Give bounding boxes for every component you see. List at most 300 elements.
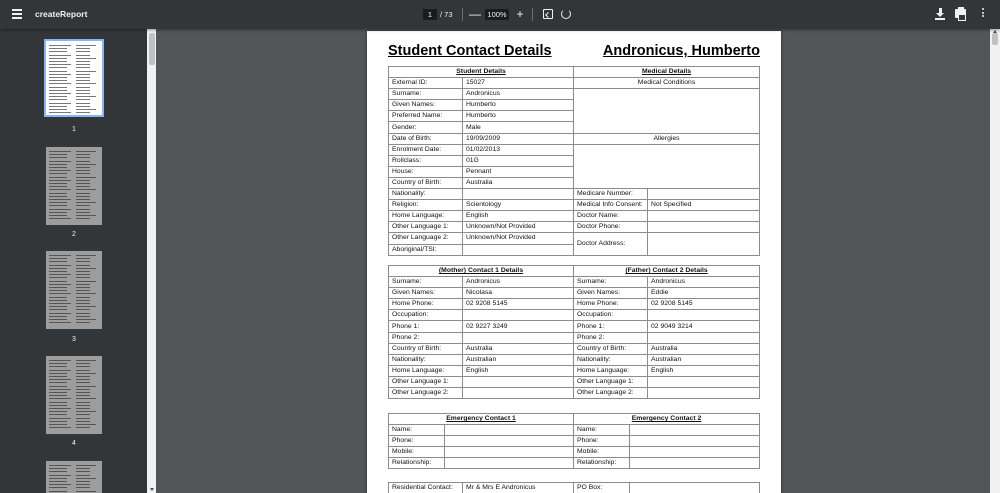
- thumbnail-line: [49, 414, 67, 415]
- thumbnail-line: [49, 112, 71, 113]
- thumbnail-line: [76, 157, 90, 158]
- po-box-value: [630, 483, 760, 493]
- thumbnail-line: [49, 309, 67, 310]
- thumbnail-line: [49, 161, 71, 162]
- thumbnail-line: [76, 112, 90, 113]
- thumbnail-line: [76, 405, 90, 406]
- field-value: Humberto: [463, 111, 574, 122]
- thumbnail-line: [76, 67, 90, 68]
- thumbnail-line: [49, 274, 71, 275]
- table-row: [389, 299, 760, 310]
- thumbnail-line: [49, 167, 67, 168]
- thumbnail-line: [76, 96, 96, 97]
- table-row: [389, 376, 760, 387]
- thumbnail-line: [49, 177, 67, 178]
- thumbnail-line: [49, 478, 67, 479]
- field-label: Nationality:: [574, 354, 648, 365]
- print-icon[interactable]: [955, 9, 966, 18]
- table-row: [389, 310, 760, 321]
- field-value: [630, 447, 760, 458]
- table-row: [389, 332, 760, 343]
- page-thumbnail[interactable]: [46, 251, 102, 329]
- field-value: [463, 244, 574, 255]
- student-medical-table: [388, 66, 760, 256]
- thumbnail-line: [76, 481, 90, 482]
- field-label: Home Language:: [389, 365, 463, 376]
- thumbnail-line: [76, 196, 90, 197]
- thumbnail-line: [76, 215, 96, 216]
- field-value: Australia: [648, 343, 760, 354]
- field-label: Medical Info Consent:: [574, 200, 648, 211]
- thumbnail-line: [76, 418, 90, 419]
- field-label: Date of Birth:: [389, 133, 463, 144]
- field-label: Name:: [389, 425, 445, 436]
- field-label: Other Language 2:: [389, 388, 463, 399]
- field-label: Relationship:: [389, 458, 445, 469]
- table-row: [389, 483, 760, 493]
- thumbnail-line: [49, 103, 71, 104]
- thumbnail-line: [49, 487, 67, 488]
- field-value: [463, 376, 574, 387]
- field-value: Humberto: [463, 100, 574, 111]
- field-label: Doctor Name:: [574, 211, 648, 222]
- thumbnail-line: [49, 154, 67, 155]
- thumbnail-line: [76, 382, 90, 383]
- thumbnail-line: [76, 478, 96, 479]
- medical-conditions-label: Medical Conditions: [574, 78, 760, 89]
- pdf-page: [367, 31, 781, 493]
- field-value: [648, 310, 760, 321]
- thumbnail-line: [49, 281, 67, 282]
- field-label: Home Phone:: [574, 299, 648, 310]
- thumbnail-line: [49, 183, 67, 184]
- field-value: Scientology: [463, 200, 574, 211]
- field-value: [445, 425, 574, 436]
- table-row: [389, 277, 760, 288]
- thumbnail-line: [76, 268, 96, 269]
- field-label: Phone:: [389, 436, 445, 447]
- thumbnail-line: [76, 74, 90, 75]
- page-total: / 73: [440, 10, 453, 19]
- field-label: Home Language:: [389, 211, 463, 222]
- toolbar-divider: [532, 8, 533, 21]
- field-label: Doctor Phone:: [574, 222, 648, 233]
- field-label: Other Language 2:: [574, 388, 648, 399]
- thumbnail-line: [76, 212, 90, 213]
- field-value: Nicolasa: [463, 288, 574, 299]
- field-value: 15027: [463, 78, 574, 89]
- field-label: Country of Birth:: [574, 343, 648, 354]
- pdf-toolbar: [0, 0, 1000, 29]
- thumbnail-line: [49, 484, 71, 485]
- thumbnail-line: [49, 277, 67, 278]
- toolbar-divider: [462, 8, 463, 21]
- thumbnail-line: [76, 58, 96, 59]
- field-value: English: [648, 365, 760, 376]
- thumbnail-line: [76, 164, 96, 165]
- more-options-icon[interactable]: [981, 8, 985, 20]
- thumbnail-line: [49, 373, 67, 374]
- thumbnail-line: [49, 196, 67, 197]
- field-value: Andronicus: [463, 89, 574, 100]
- page-thumbnail[interactable]: [46, 356, 102, 434]
- thumbnail-line: [76, 366, 90, 367]
- thumbnail-line: [49, 193, 67, 194]
- thumbnail-line: [49, 408, 71, 409]
- thumbnail-line: [76, 180, 90, 181]
- thumbnail-line: [49, 87, 67, 88]
- thumbnail-line: [76, 99, 90, 100]
- thumbnail-line: [49, 303, 71, 304]
- field-value: Australia: [463, 343, 574, 354]
- field-label: Home Language:: [574, 365, 648, 376]
- thumbnail-line: [76, 80, 90, 81]
- field-label: Religion:: [389, 200, 463, 211]
- thumbnail-line: [49, 297, 67, 298]
- field-label: Other Language 1:: [389, 222, 463, 233]
- student-details-header: Student Details: [389, 67, 574, 78]
- thumbnail-line: [49, 55, 71, 56]
- thumbnail-line: [49, 157, 67, 158]
- thumbnail-line: [49, 284, 71, 285]
- field-value: Pennant: [463, 166, 574, 177]
- field-value: [445, 458, 574, 469]
- thumbnail-line: [49, 293, 71, 294]
- field-label: Other Language 2:: [389, 233, 463, 244]
- thumbnail-line: [49, 99, 67, 100]
- thumbnail-line: [49, 465, 71, 466]
- thumbnail-line: [76, 424, 96, 425]
- field-value: [630, 458, 760, 469]
- thumbnail-line: [76, 319, 96, 320]
- thumbnail-line: [76, 306, 96, 307]
- thumbnail-line: [76, 373, 96, 374]
- thumbnail-line: [49, 313, 71, 314]
- field-value: [445, 436, 574, 447]
- field-label: Aboriginal/TSI:: [389, 244, 463, 255]
- thumbnail-line: [76, 392, 90, 393]
- document-title: createReport: [35, 9, 88, 19]
- document-scrollbar[interactable]: [990, 29, 1000, 493]
- field-value: English: [463, 365, 574, 376]
- thumbnail-line: [76, 48, 90, 49]
- thumbnail-line: [76, 218, 90, 219]
- thumbnail-line: [49, 366, 67, 367]
- thumbnail-line: [49, 300, 67, 301]
- thumbnail-line: [76, 274, 90, 275]
- thumbnail-line: [76, 183, 90, 184]
- thumbnail-line: [76, 93, 90, 94]
- table-row: [389, 222, 760, 233]
- thumbnail-line: [49, 319, 67, 320]
- thumbnail-line: [76, 402, 90, 403]
- thumbnail-line: [76, 109, 96, 110]
- thumbnail-line: [76, 427, 90, 428]
- zoom-level-input[interactable]: 100%: [485, 9, 509, 20]
- thumbnail-line: [49, 67, 67, 68]
- emergency2-header: Emergency Contact 2: [574, 414, 760, 425]
- thumbnail-line: [76, 90, 90, 91]
- thumbnail-line: [49, 268, 67, 269]
- page-thumbnail[interactable]: [46, 147, 102, 225]
- thumbnail-line: [76, 261, 90, 262]
- thumbnail-line: [76, 293, 96, 294]
- thumbnail-line: [76, 281, 96, 282]
- field-value: [648, 332, 760, 343]
- thumbnail-sidebar: [0, 29, 147, 493]
- thumbnail-line: [49, 421, 67, 422]
- field-label: Rollclass:: [389, 155, 463, 166]
- field-label: Nationality:: [389, 354, 463, 365]
- thumbnail-line: [49, 170, 71, 171]
- page-thumbnail[interactable]: [44, 39, 104, 117]
- field-label: Relationship:: [574, 458, 630, 469]
- thumbnail-line: [49, 151, 71, 152]
- thumbnail-line: [49, 83, 71, 84]
- thumbnail-line: [76, 64, 90, 65]
- thumbnail-line: [49, 376, 67, 377]
- field-value: [648, 376, 760, 387]
- thumbnail-line: [76, 151, 96, 152]
- thumbnail-line: [76, 487, 90, 488]
- thumbnail-line: [49, 189, 71, 190]
- thumbnail-line: [76, 316, 90, 317]
- thumbnail-line: [49, 481, 67, 482]
- thumbnail-line: [49, 392, 67, 393]
- field-value: 01/02/2013: [463, 144, 574, 155]
- table-row: [389, 436, 760, 447]
- field-value: [648, 233, 760, 255]
- field-value: [463, 332, 574, 343]
- table-row: [389, 321, 760, 332]
- thumbnail-line: [76, 389, 90, 390]
- thumbnail-line: [76, 408, 90, 409]
- thumbnail-line: [49, 212, 67, 213]
- thumbnail-line: [49, 258, 67, 259]
- thumbnail-line: [49, 109, 67, 110]
- table-row: [389, 354, 760, 365]
- thumbnail-line: [49, 411, 67, 412]
- field-value: [630, 425, 760, 436]
- thumbnail-line: [49, 186, 67, 187]
- field-label: Phone 1:: [389, 321, 463, 332]
- thumbnail-line: [49, 180, 71, 181]
- thumbnail-line: [76, 265, 90, 266]
- po-box-label: PO Box:: [574, 483, 630, 493]
- field-label: Nationality:: [389, 189, 463, 200]
- field-value: [648, 211, 760, 222]
- thumbnail-line: [49, 64, 71, 65]
- field-value: Australian: [463, 354, 574, 365]
- thumbnail-line: [76, 209, 90, 210]
- thumbnail-line: [49, 379, 71, 380]
- field-label: Gender:: [389, 122, 463, 133]
- thumbnail-line: [49, 386, 67, 387]
- contact1-header: (Mother) Contact 1 Details: [389, 266, 574, 277]
- table-row: [389, 458, 760, 469]
- field-value: 01G: [463, 155, 574, 166]
- zoom-out-button[interactable]: —: [469, 7, 481, 21]
- student-name-heading: Andronicus, Humberto: [602, 43, 760, 59]
- thumbnail-line: [76, 290, 90, 291]
- table-row: [389, 89, 760, 100]
- table-row: [389, 343, 760, 354]
- thumbnail-line: [76, 106, 90, 107]
- thumbnail-line: [49, 287, 67, 288]
- emergency1-header: Emergency Contact 1: [389, 414, 574, 425]
- medical-conditions-area: [574, 89, 760, 133]
- thumbnail-line: [76, 189, 96, 190]
- field-label: Medicare Number:: [574, 189, 648, 200]
- thumbnail-line: [49, 265, 71, 266]
- field-value: Andronicus: [648, 277, 760, 288]
- field-label: Other Language 1:: [389, 376, 463, 387]
- thumbnail-label: 4: [72, 440, 76, 447]
- field-label: Surname:: [389, 89, 463, 100]
- thumbnail-line: [76, 471, 90, 472]
- thumbnail-line: [49, 261, 67, 262]
- field-value: English: [463, 211, 574, 222]
- thumbnail-line: [49, 475, 71, 476]
- thumbnail-line: [76, 255, 96, 256]
- thumbnail-line: [49, 306, 67, 307]
- emergency-contacts-table: [388, 413, 760, 469]
- field-value: [463, 310, 574, 321]
- document-viewer: [156, 29, 990, 493]
- allergies-area: [574, 144, 760, 188]
- thumbnail-line: [49, 395, 67, 396]
- thumbnail-line: [49, 48, 67, 49]
- thumbnail-line: [49, 199, 71, 200]
- thumbnail-line: [49, 218, 71, 219]
- thumbnail-line: [49, 424, 67, 425]
- field-value: Eddie: [648, 288, 760, 299]
- field-label: Surname:: [574, 277, 648, 288]
- thumbnail-line: [49, 215, 67, 216]
- field-label: Mobile:: [389, 447, 445, 458]
- thumbnail-line: [49, 316, 67, 317]
- field-label: Doctor Address:: [574, 233, 648, 255]
- thumbnail-line: [76, 395, 90, 396]
- thumbnail-line: [49, 255, 71, 256]
- thumbnail-line: [76, 83, 96, 84]
- zoom-in-button[interactable]: +: [516, 7, 524, 21]
- menu-icon[interactable]: [12, 9, 22, 19]
- thumbnail-line: [49, 61, 67, 62]
- field-value: [648, 222, 760, 233]
- field-label: Surname:: [389, 277, 463, 288]
- field-value: [630, 436, 760, 447]
- thumbnail-line: [76, 284, 90, 285]
- thumbnail-line: [76, 170, 90, 171]
- thumbnail-line: [76, 475, 90, 476]
- field-label: Given Names:: [389, 288, 463, 299]
- thumbnail-line: [76, 258, 90, 259]
- thumbnail-line: [76, 300, 90, 301]
- page-thumbnail[interactable]: [46, 461, 102, 493]
- field-label: House:: [389, 166, 463, 177]
- thumbnail-line: [76, 421, 90, 422]
- thumbnail-line: [49, 164, 67, 165]
- thumbnail-line: [76, 186, 90, 187]
- table-row: [389, 189, 760, 200]
- field-value: Andronicus: [463, 277, 574, 288]
- field-value: [463, 388, 574, 399]
- page-number-input[interactable]: 1: [423, 9, 437, 20]
- field-label: Given Names:: [389, 100, 463, 111]
- field-value: Not Specified: [648, 200, 760, 211]
- thumbnail-line: [49, 491, 67, 492]
- table-row: [389, 266, 760, 277]
- thumbnail-line: [49, 106, 67, 107]
- thumbnail-line: [49, 51, 67, 52]
- thumbnail-line: [49, 205, 67, 206]
- table-row: [389, 211, 760, 222]
- field-label: Other Language 1:: [574, 376, 648, 387]
- field-value: Unknown/Not Provided: [463, 222, 574, 233]
- thumbnail-line: [76, 77, 90, 78]
- thumbnail-line: [49, 382, 67, 383]
- thumbnail-line: [76, 154, 90, 155]
- table-row: [389, 447, 760, 458]
- table-row: [389, 288, 760, 299]
- thumbnail-line: [76, 167, 90, 168]
- field-label: Occupation:: [389, 310, 463, 321]
- thumbnail-line: [76, 363, 90, 364]
- thumbnail-line: [49, 471, 67, 472]
- rotate-icon[interactable]: [561, 9, 571, 19]
- download-icon[interactable]: [935, 8, 945, 20]
- thumbnail-line: [76, 173, 90, 174]
- field-label: Given Names:: [574, 288, 648, 299]
- thumbnail-line: [49, 427, 71, 428]
- field-value: 02 9208 5145: [463, 299, 574, 310]
- field-value: [463, 189, 574, 200]
- thumbnail-line: [76, 177, 96, 178]
- thumbnail-line: [76, 55, 90, 56]
- field-label: Preferred Name:: [389, 111, 463, 122]
- thumbnail-line: [49, 360, 71, 361]
- thumbnail-line: [49, 71, 67, 72]
- field-label: Home Phone:: [389, 299, 463, 310]
- thumbnail-line: [76, 103, 90, 104]
- thumbnail-line: [49, 389, 71, 390]
- field-value: [648, 388, 760, 399]
- thumbnail-line: [76, 468, 90, 469]
- table-row: [389, 425, 760, 436]
- thumbnail-label: 1: [72, 126, 76, 133]
- thumbnail-line: [76, 193, 90, 194]
- contacts-table: [388, 265, 760, 399]
- thumbnail-line: [49, 90, 67, 91]
- field-label: Mobile:: [574, 447, 630, 458]
- table-row: [389, 365, 760, 376]
- field-value: [445, 447, 574, 458]
- field-value: Australia: [463, 177, 574, 188]
- thumbnail-line: [49, 77, 67, 78]
- table-row: [389, 133, 760, 144]
- fit-to-page-icon[interactable]: [543, 9, 553, 19]
- thumbnail-line: [49, 290, 67, 291]
- field-label: Enrolment Date:: [389, 144, 463, 155]
- thumbnail-line: [49, 202, 67, 203]
- sidebar-scrollbar[interactable]: [147, 29, 156, 493]
- thumbnail-line: [76, 287, 90, 288]
- field-label: Phone 1:: [574, 321, 648, 332]
- field-label: Phone 2:: [574, 332, 648, 343]
- thumbnail-line: [76, 277, 90, 278]
- thumbnail-line: [76, 71, 96, 72]
